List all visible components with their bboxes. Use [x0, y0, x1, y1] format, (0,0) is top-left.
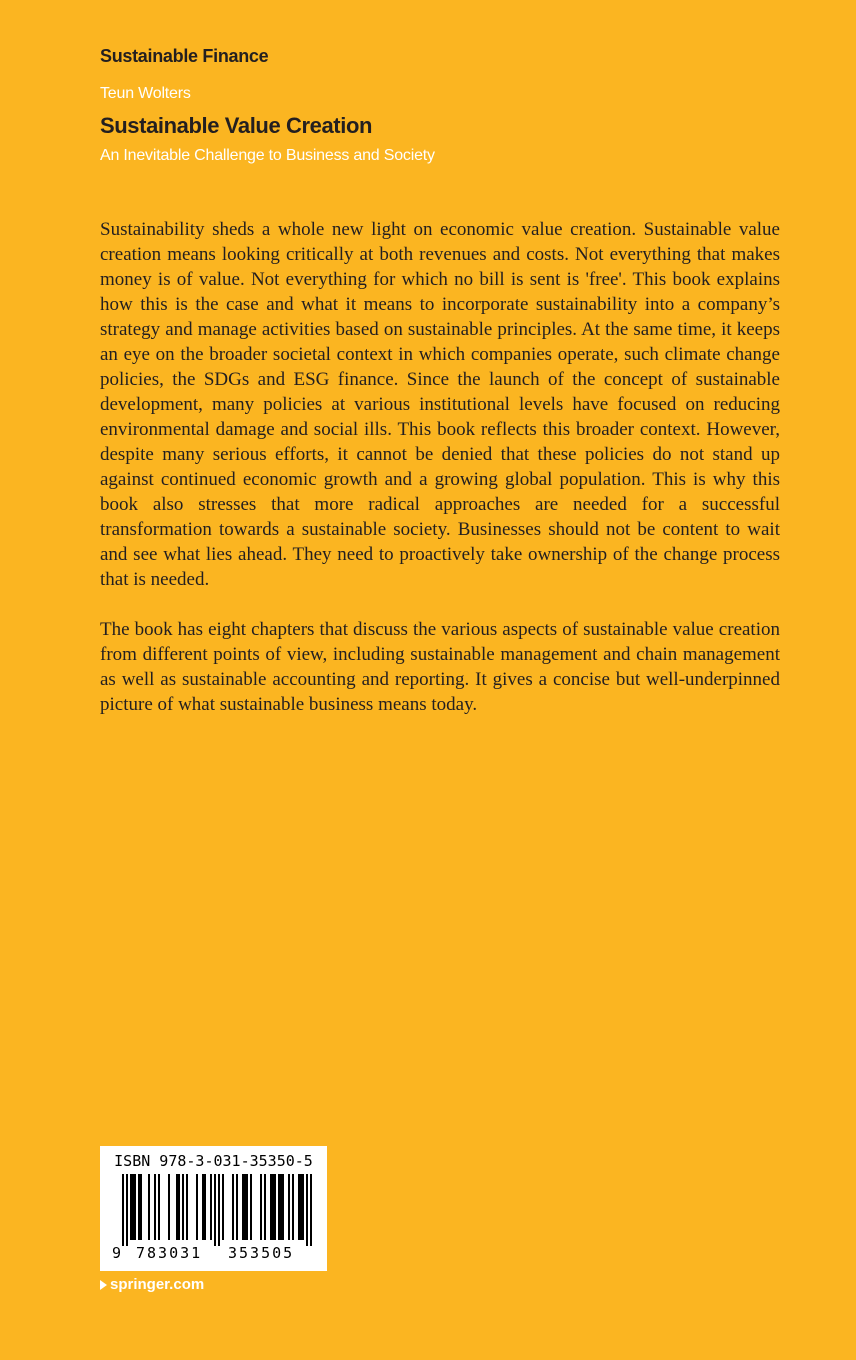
- barcode-bar: [260, 1174, 262, 1240]
- barcode-bar: [278, 1174, 280, 1240]
- barcode-bar: [242, 1174, 244, 1240]
- barcode-bar: [292, 1174, 294, 1240]
- barcode-bar: [134, 1174, 136, 1240]
- barcode-bar: [264, 1174, 266, 1240]
- barcode-bar: [168, 1174, 170, 1240]
- barcode-bar: [280, 1174, 282, 1240]
- barcode-bar: [158, 1174, 160, 1240]
- book-title: Sustainable Value Creation: [100, 113, 373, 138]
- barcode-bar: [176, 1174, 178, 1240]
- publisher-link-text: springer.com: [110, 1276, 205, 1293]
- barcode-bar: [126, 1174, 128, 1246]
- barcode-bar: [122, 1174, 124, 1246]
- barcode-bar: [244, 1174, 246, 1240]
- barcode-bar: [270, 1174, 272, 1240]
- barcode-bar: [132, 1174, 134, 1240]
- barcode-bar: [246, 1174, 248, 1240]
- barcode-bar: [310, 1174, 312, 1246]
- barcode-bar: [130, 1174, 132, 1240]
- barcode-bar: [306, 1174, 308, 1246]
- barcode-bar: [250, 1174, 252, 1240]
- author-name: Teun Wolters: [100, 85, 191, 102]
- barcode-bar: [154, 1174, 156, 1240]
- ean-first-digit: 9: [112, 1244, 122, 1262]
- isbn-barcode: [100, 1146, 327, 1271]
- barcode-bar: [272, 1174, 274, 1240]
- book-subtitle: An Inevitable Challenge to Business and Society: [100, 147, 435, 164]
- barcode-bar: [282, 1174, 284, 1240]
- ean-right-group: 353505: [228, 1244, 295, 1262]
- barcode-bar: [148, 1174, 150, 1240]
- blurb: [100, 217, 780, 742]
- barcode-bar: [182, 1174, 184, 1240]
- barcode-bar: [210, 1174, 212, 1240]
- barcode-bar: [186, 1174, 188, 1240]
- barcode-bar: [274, 1174, 276, 1240]
- blurb-paragraph-2: The book has eight chapters that discuss the various aspects of sustainable value creation from different points of view, including sustainable management and chain management as well as sustainable accounting and reporting. It gives a concise but well-underpinned picture of what sustainable business means today.: [100, 619, 780, 715]
- barcode-bar: [222, 1174, 224, 1240]
- barcode-bar: [178, 1174, 180, 1240]
- barcode-bar: [298, 1174, 300, 1240]
- barcode-bar: [204, 1174, 206, 1240]
- barcode-bar: [236, 1174, 238, 1240]
- barcode-bar: [196, 1174, 198, 1240]
- barcode-bar: [214, 1174, 216, 1246]
- series-name: Sustainable Finance: [100, 46, 269, 66]
- barcode-bar: [302, 1174, 304, 1240]
- barcode-bar: [232, 1174, 234, 1240]
- barcode-bar: [202, 1174, 204, 1240]
- ean-left-group: 783031: [136, 1244, 203, 1262]
- barcode-bar: [300, 1174, 302, 1240]
- barcode-bar: [140, 1174, 142, 1240]
- barcode-bar: [218, 1174, 220, 1246]
- barcode-bars-icon: [110, 1174, 317, 1246]
- blurb-paragraph-1: Sustainability sheds a whole new light on economic value creation. Sustainable value creation means looking critically at both revenues and costs. Not everything that makes money is of value. Not everything for which no bill is sent is 'free'. This book explains how this is the case and what it means to incorporate sustainability into a company’s strategy and manage activities based on sustainable principles. At the same time, it keeps an eye on the broader societal context in which companies operate, such climate change policies, the SDGs and ESG finance. Since the launch of the concept of sustainable development, many policies at various institutional levels have focused on reducing environmental damage and social ills. This book reflects this broader context. However, despite many serious efforts, it cannot be denied that these policies do not stand up against continued economic growth and a growing global population. This is why this book also stresses that more radical approaches are needed for a successful transformation towards a sustainable society. Businesses should not be content to wait and see what lies ahead. They need to proactively take ownership of the change process that is needed.: [100, 219, 780, 590]
- publisher-link[interactable]: [100, 1276, 204, 1293]
- isbn-label: ISBN 978-3-031-35350-5: [114, 1152, 313, 1170]
- arrow-right-icon: [100, 1280, 107, 1290]
- barcode-bar: [288, 1174, 290, 1240]
- barcode-bar: [138, 1174, 140, 1240]
